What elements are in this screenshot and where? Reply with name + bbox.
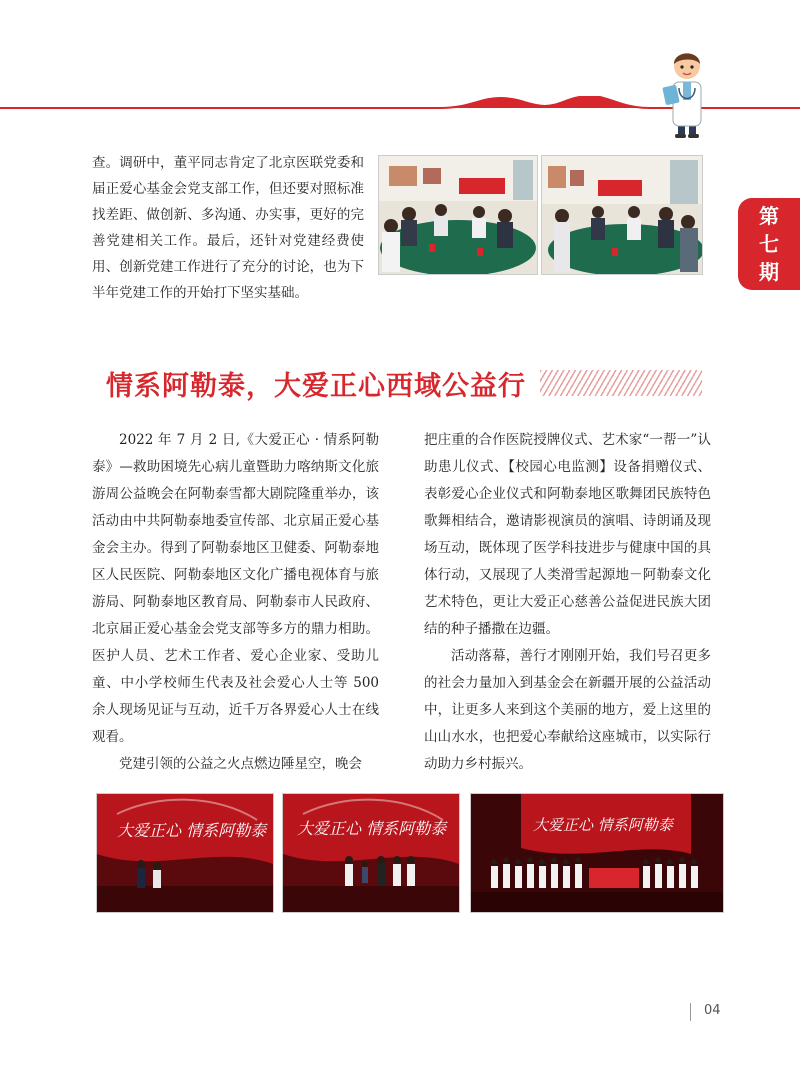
stage-photo-1 [96,793,274,913]
issue-tab [738,198,800,290]
title-hatch-decoration [540,370,702,396]
article-paragraph: 2022 年 7 月 2 日,《大爱正心 · 情系阿勒泰》—救助困境先心病儿童暨助力喀纳斯文化旅游周公益晚会在阿勒泰雪都大剧院隆重举办，该活动由中共阿勒泰地委宣传部、北京届正爱心基金会主办。得到了阿勒泰地区卫健委、阿勒泰地区人民医院、阿勒泰地区文化广播电视体育与旅游局、阿勒泰地区教育局、阿勒泰市人民政府、北京届正爱心基金会党支部等多方的鼎力相助。医护人员、艺术工作者、爱心企业家、受助儿童、中小学校师生代表及社会爱心人士等 500 余人现场见证与互动，近千万各界爱心人士在线观看。 [92,432,379,745]
issue-tab-char: 期 [759,260,779,284]
stage-photo-2 [282,793,460,913]
stage-banner-text: 大爱正心 情系阿勒泰 [117,821,267,840]
stage-banner-text: 大爱正心 情系阿勒泰 [533,816,673,834]
article-column-right [424,427,711,778]
meeting-photo-2 [541,155,703,275]
page-number [692,1003,721,1018]
section-title: 情系阿勒泰，大爱正心西域公益行 [106,371,526,402]
doctor-mascot-icon [662,42,712,138]
page-number-text: 04 [704,1003,721,1018]
issue-tab-char: 七 [759,232,779,256]
article-paragraph: 把庄重的合作医院授牌仪式、艺术家“一帮一”认助患儿仪式、【校园心电监测】设备捐赠仪式、表彰爱心企业仪式和阿勒泰地区歌舞团民族特色歌舞相结合，邀请影视演员的演唱、诗朗诵及现场互动，既体现了医学科技进步与健康中国的具体行动，又展现了人类滑雪起源地－阿勒泰文化艺术特色，更让大爱正心慈善公益促进民族大团结的种子播撒在边疆。 [424,432,711,637]
article-paragraph: 活动落幕，善行才刚刚开始，我们号召更多的社会力量加入到基金会在新疆开展的公益活动中，让更多人来到这个美丽的地方，爱上这里的山山水水，也把爱心奉献给这座城市，以实际行动助力乡村振兴。 [424,648,711,772]
meeting-photo-1 [378,155,538,275]
article-column-left [92,427,379,778]
stage-banner-text: 大爱正心 情系阿勒泰 [297,819,447,838]
intro-paragraph: 查。调研中，董平同志肯定了北京医联党委和届正爱心基金会党支部工作，但还要对照标准找差距、做创新、多沟通、办实事，更好的完善党建相关工作。最后，还针对党建经费使用、创新党建工作进行了充分的讨论，也为下半年党建工作的开始打下坚实基础。 [92,155,364,301]
page-number-divider [690,1003,691,1021]
stage-photo-3 [470,793,724,913]
issue-tab-char: 第 [759,204,779,228]
article-paragraph: 党建引领的公益之火点燃边陲星空，晚会 [119,756,362,772]
